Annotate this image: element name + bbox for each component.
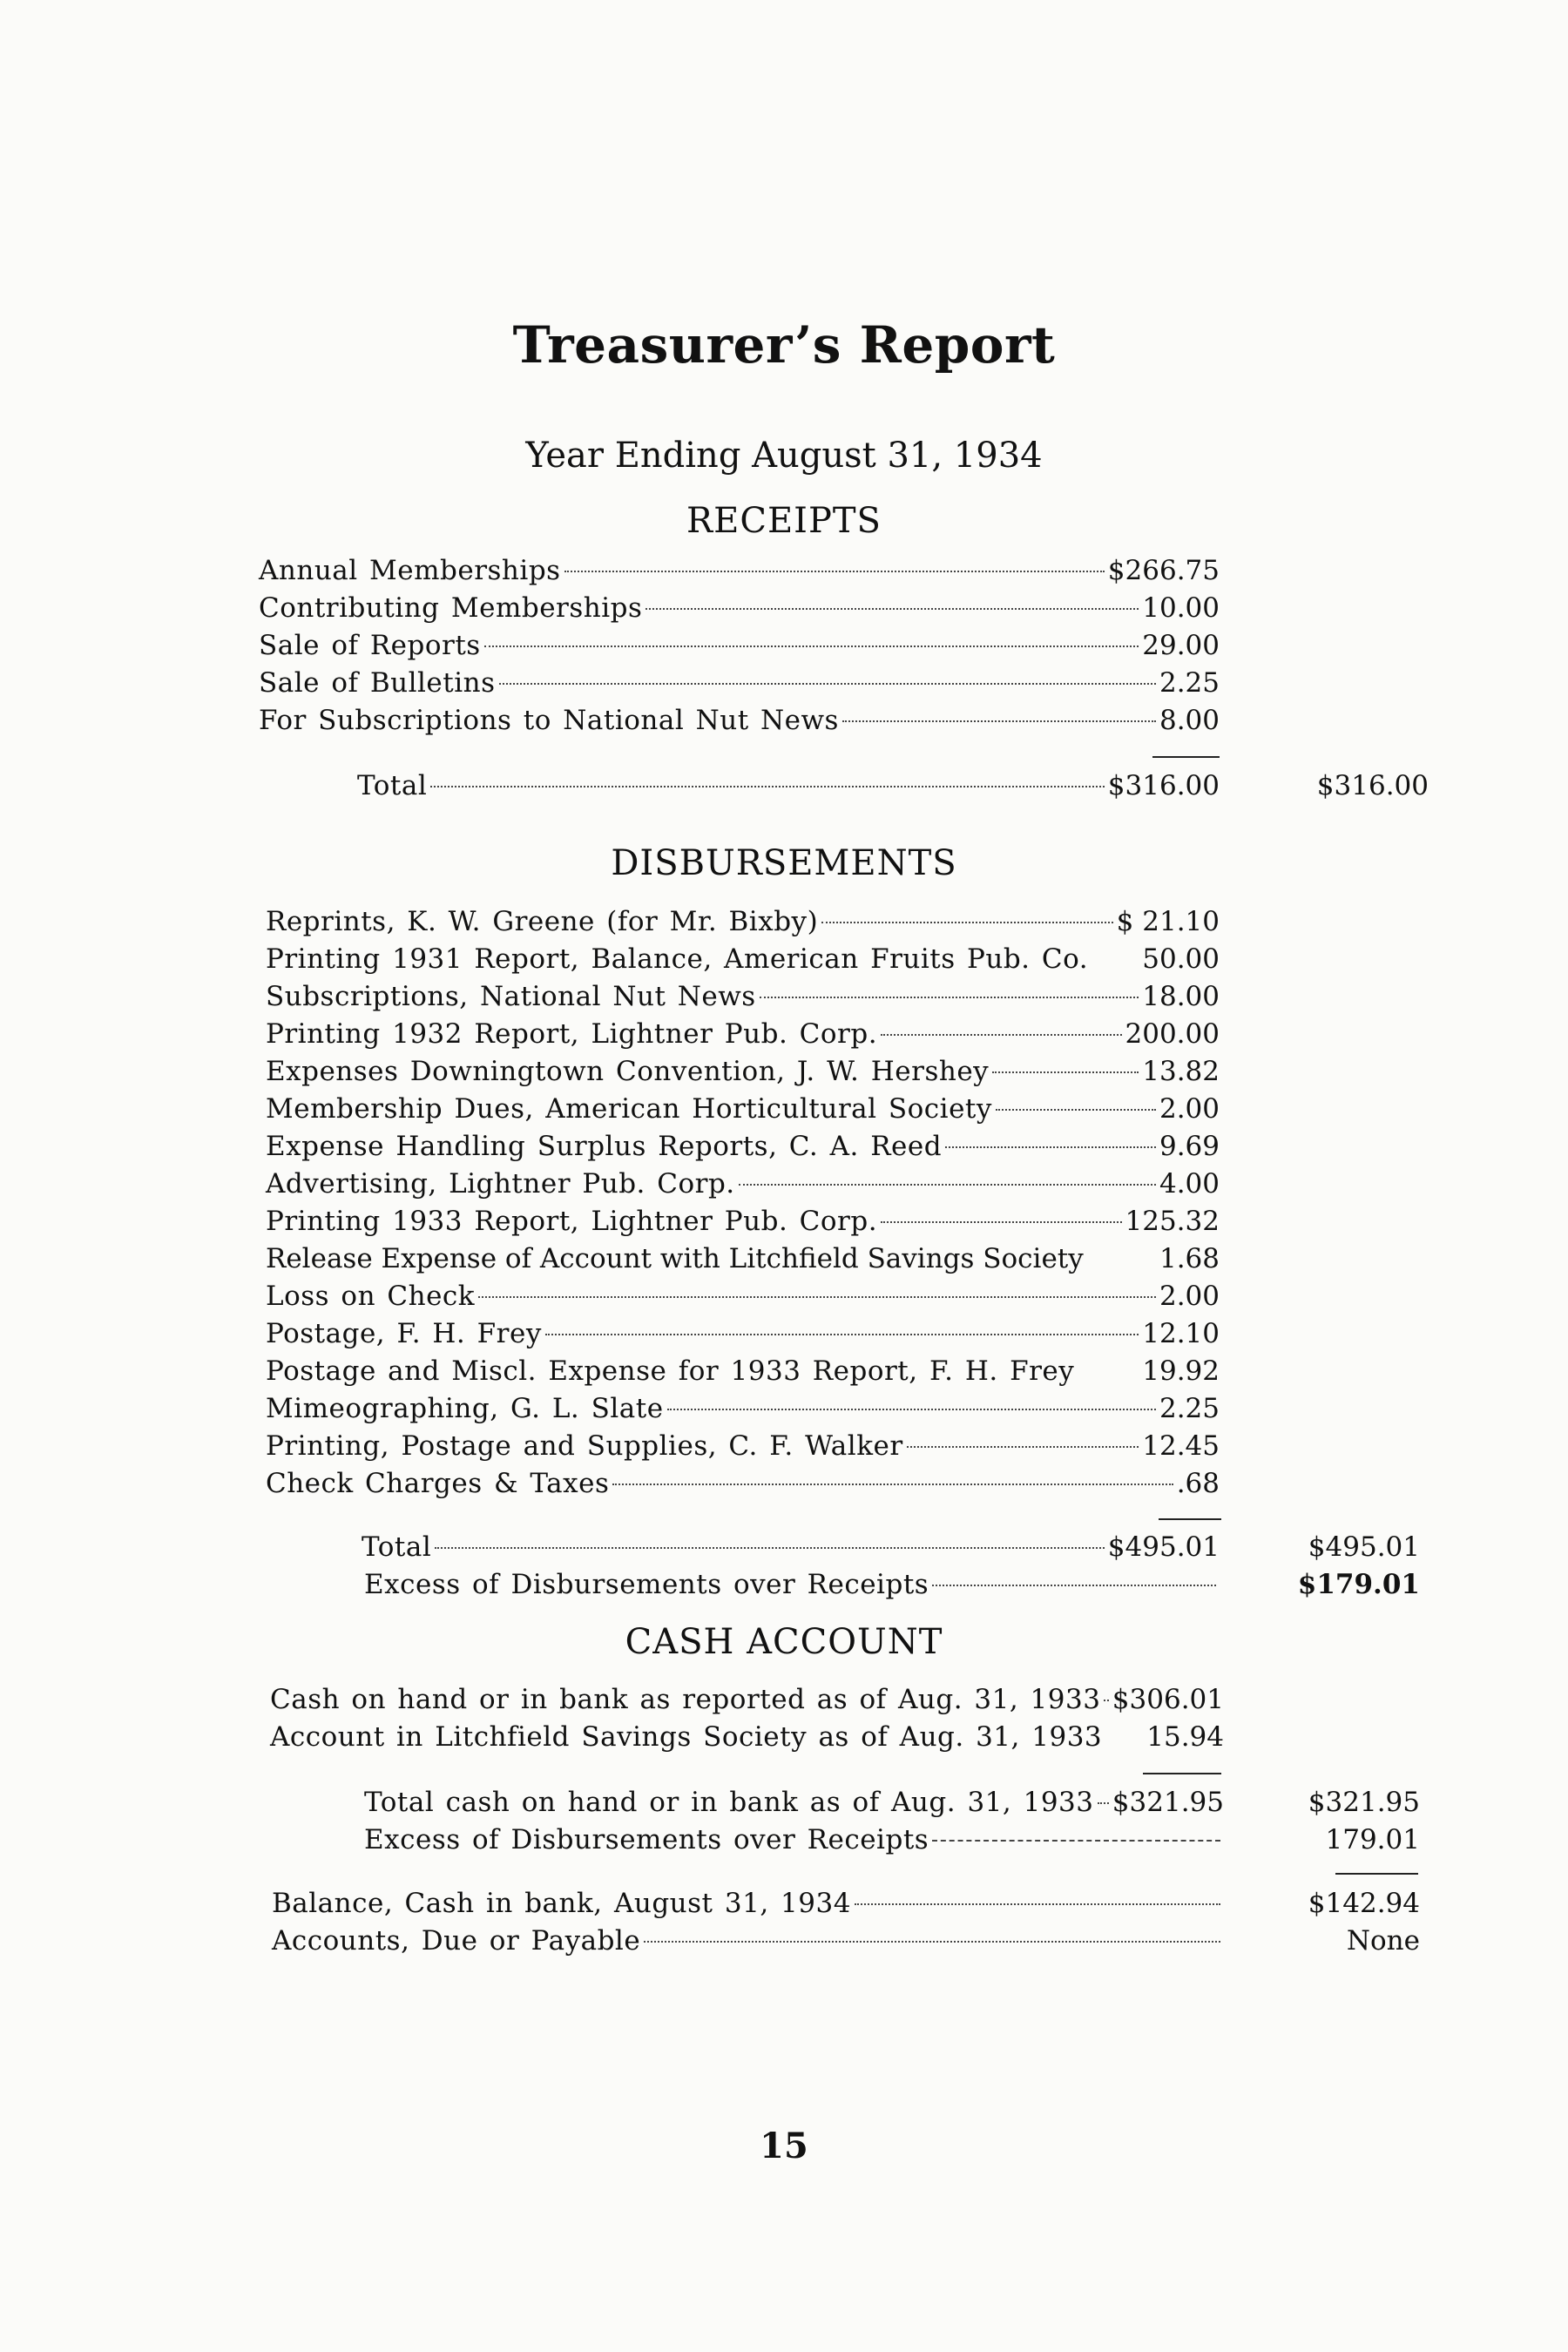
disbursement-amount: 50.00 — [1142, 943, 1220, 975]
disbursement-row — [266, 1389, 1220, 1428]
disbursements-total-row — [362, 1528, 1220, 1566]
receipt-amount: 10.00 — [1142, 592, 1220, 624]
receipt-label: Contributing Memberships — [259, 592, 643, 624]
disbursement-amount: 12.45 — [1142, 1430, 1220, 1462]
cash-excess-label: Excess of Disbursements over Receipts — [364, 1824, 929, 1855]
excess-carry: $179.01 — [1297, 1569, 1420, 1600]
disbursement-label: Check Charges & Taxes — [266, 1468, 610, 1499]
balance-row — [272, 1884, 1224, 1923]
receipt-label: For Subscriptions to National Nut News — [259, 705, 839, 736]
disbursement-label: Printing 1931 Report, Balance, American Fruits Pub. Co. — [266, 943, 1089, 975]
receipt-amount: 2.25 — [1159, 667, 1220, 699]
excess-row — [364, 1565, 1220, 1604]
receipt-amount: 8.00 — [1159, 705, 1220, 736]
page-title: Treasurer’s Report — [512, 315, 1056, 375]
disbursement-label: Printing 1933 Report, Lightner Pub. Corp. — [266, 1206, 878, 1237]
disbursements-total-amount: $495.01 — [1107, 1531, 1220, 1563]
receipts-total-amount: $316.00 — [1107, 770, 1220, 801]
disbursement-amount: 4.00 — [1159, 1168, 1220, 1200]
disbursement-amount: 9.69 — [1159, 1131, 1220, 1162]
disbursement-label: Postage, F. H. Frey — [266, 1318, 542, 1349]
balance-label: Balance, Cash in bank, August 31, 1934 — [272, 1888, 851, 1919]
disbursement-label: Release Expense of Account with Litchfield Savings Society — [266, 1243, 1084, 1274]
receipt-label: Sale of Reports — [259, 630, 481, 661]
disbursement-amount: 13.82 — [1142, 1056, 1220, 1087]
disbursement-row — [266, 1315, 1220, 1353]
disbursements-total-label: Total — [362, 1531, 432, 1563]
disbursement-row — [266, 1052, 1220, 1091]
disbursement-row — [266, 1277, 1220, 1315]
cash-amount: $306.01 — [1112, 1684, 1224, 1715]
accounts-amount: None — [1346, 1925, 1420, 1957]
disbursement-amount: 125.32 — [1125, 1206, 1220, 1237]
disbursement-label: Advertising, Lightner Pub. Corp. — [266, 1168, 735, 1200]
disbursement-row — [266, 1015, 1220, 1053]
disbursement-amount: 12.10 — [1142, 1318, 1220, 1349]
receipt-row — [259, 626, 1220, 665]
disbursement-amount: 2.25 — [1159, 1393, 1220, 1424]
disbursement-row — [266, 977, 1220, 1016]
disbursement-label: Mimeographing, G. L. Slate — [266, 1393, 664, 1424]
disbursement-label: Printing 1932 Report, Lightner Pub. Corp. — [266, 1018, 878, 1050]
receipts-total-row — [357, 767, 1220, 805]
report-period: Year Ending August 31, 1934 — [525, 436, 1043, 476]
receipt-amount: 29.00 — [1142, 630, 1220, 661]
cash-total-label: Total cash on hand or in bank as of Aug. 31, 1933 — [364, 1787, 1094, 1818]
receipt-row — [259, 664, 1220, 702]
disbursement-row — [266, 1352, 1220, 1390]
disbursement-label: Subscriptions, National Nut News — [266, 981, 756, 1012]
disbursement-label: Membership Dues, American Horticultural Society — [266, 1093, 992, 1125]
disbursement-amount: .68 — [1176, 1468, 1220, 1499]
disbursement-row — [266, 1127, 1220, 1166]
cash-total-carry: $321.95 — [1308, 1787, 1420, 1818]
cash-label: Cash on hand or in bank as reported as of Aug. 31, 1933 — [270, 1684, 1101, 1715]
disbursement-row — [266, 1427, 1220, 1465]
receipt-row — [259, 551, 1220, 590]
disbursement-row — [266, 1240, 1220, 1278]
disbursement-row — [266, 1464, 1220, 1503]
receipt-label: Sale of Bulletins — [259, 667, 496, 699]
disbursement-amount: 19.92 — [1142, 1355, 1220, 1387]
cash-excess-carry: 179.01 — [1325, 1824, 1420, 1855]
disbursement-row — [266, 1202, 1220, 1240]
disbursement-row — [266, 940, 1220, 978]
disbursement-amount: $ 21.10 — [1116, 906, 1220, 937]
receipt-row — [259, 589, 1220, 627]
disbursement-amount: 2.00 — [1159, 1093, 1220, 1125]
disbursement-label: Expenses Downingtown Convention, J. W. Hershey — [266, 1056, 990, 1087]
cash-excess-row — [364, 1821, 1224, 1859]
cash-total-amount: $321.95 — [1112, 1787, 1224, 1818]
receipt-label: Annual Memberships — [259, 555, 561, 586]
disbursement-amount: 200.00 — [1125, 1018, 1220, 1050]
cash-label: Account in Litchfield Savings Society as of Aug. 31, 1933 — [270, 1721, 1103, 1753]
subtotal-rule — [1159, 1518, 1221, 1520]
disbursement-label: Postage and Miscl. Expense for 1933 Report, F. H. Frey — [266, 1355, 1075, 1387]
subtotal-rule — [1143, 1773, 1221, 1774]
cash-account-heading: CASH ACCOUNT — [625, 1622, 943, 1662]
receipts-total-label: Total — [357, 770, 428, 801]
receipt-row — [259, 701, 1220, 740]
disbursement-amount: 2.00 — [1159, 1281, 1220, 1312]
disbursement-row — [266, 902, 1220, 941]
disbursement-label: Printing, Postage and Supplies, C. F. Walker — [266, 1430, 903, 1462]
receipt-amount: $266.75 — [1107, 555, 1220, 586]
receipts-heading: RECEIPTS — [686, 501, 882, 541]
disbursement-label: Expense Handling Surplus Reports, C. A. Reed — [266, 1131, 943, 1162]
balance-amount: $142.94 — [1308, 1888, 1420, 1919]
cash-row — [270, 1680, 1224, 1719]
subtotal-rule — [1152, 756, 1220, 758]
page-number: 15 — [760, 2126, 808, 2166]
cash-total-row — [364, 1783, 1224, 1821]
cash-amount: 15.94 — [1146, 1721, 1224, 1753]
disbursement-label: Loss on Check — [266, 1281, 476, 1312]
receipts-total-carry: $316.00 — [1316, 770, 1429, 801]
disbursement-amount: 18.00 — [1142, 981, 1220, 1012]
accounts-row — [272, 1922, 1224, 1960]
disbursement-label: Reprints, K. W. Greene (for Mr. Bixby) — [266, 906, 819, 937]
disbursements-heading: DISBURSEMENTS — [611, 843, 957, 883]
balance-rule — [1335, 1873, 1418, 1875]
excess-label: Excess of Disbursements over Receipts — [364, 1569, 929, 1600]
disbursements-total-carry: $495.01 — [1308, 1531, 1420, 1563]
disbursement-row — [266, 1090, 1220, 1128]
disbursement-row — [266, 1165, 1220, 1203]
disbursement-amount: 1.68 — [1159, 1243, 1220, 1274]
cash-row — [270, 1718, 1224, 1756]
accounts-label: Accounts, Due or Payable — [272, 1925, 641, 1957]
